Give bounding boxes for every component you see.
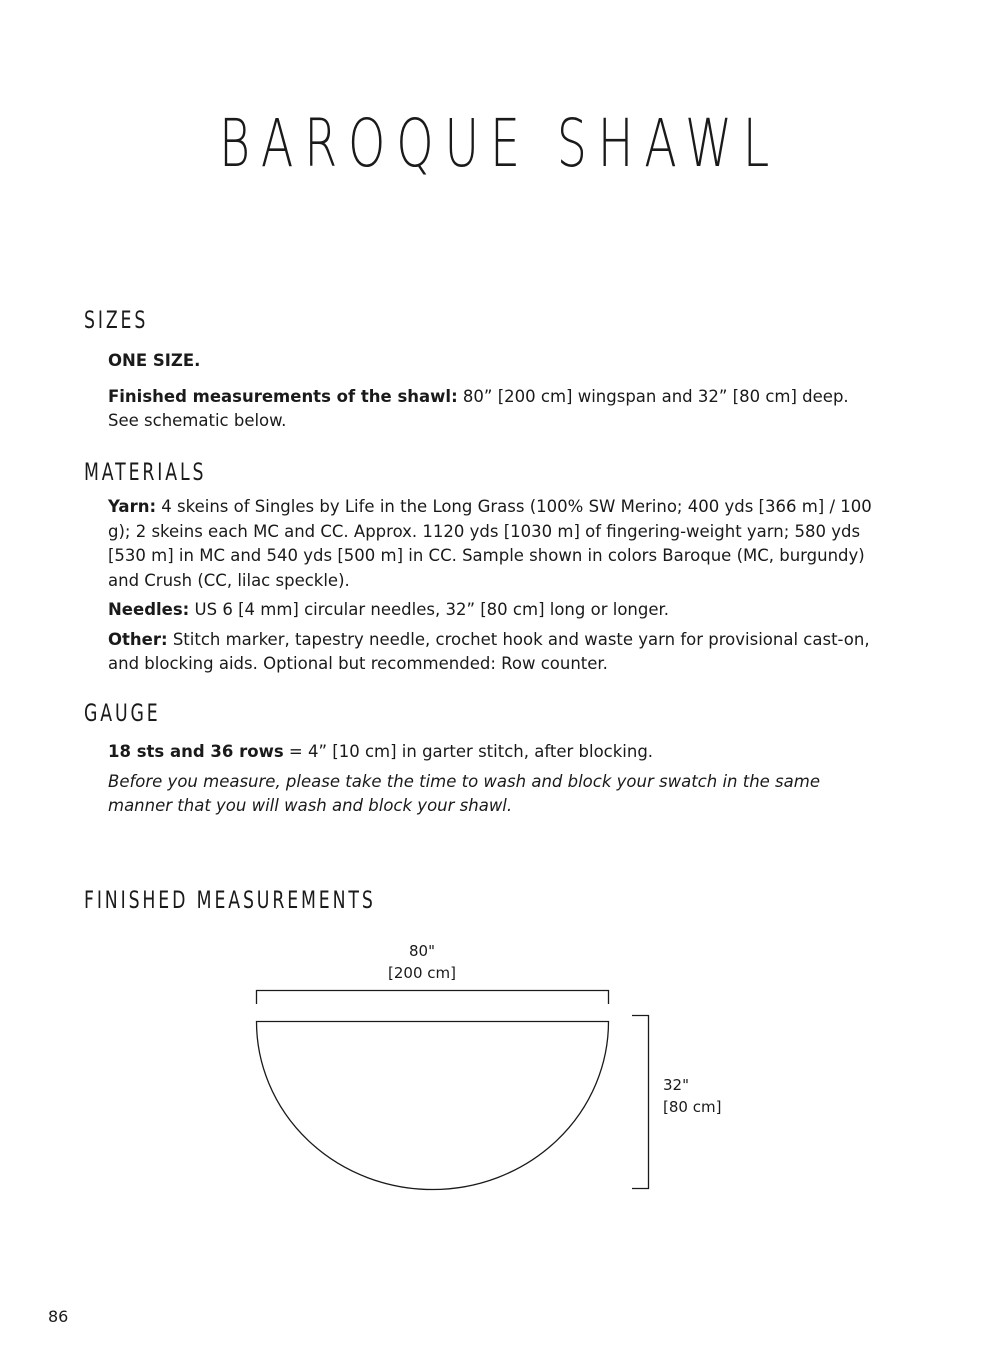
page-title: BAROQUE SHAWL [218,105,781,182]
gauge-note: Before you measure, please take the time to wash and block your swatch in the same manner that you will wash and block your shawl. [108,771,820,815]
one-size-text: ONE SIZE. [108,351,201,370]
yarn-label: Yarn: [108,497,157,516]
yarn-text: 4 skeins of Singles by Life in the Long Grass (100% SW Merino; 400 yds [366 m] / 100 g); 2 skeins each MC and CC. Approx. 1120 yds [1030 m] of fingering-weight yarn; 580 yds [530 m] in MC and 540 yds [500 m] in CC. Sample shown in colors Baroque (MC, burgundy) and Crush (CC, lilac speckle). [108,497,872,590]
gauge-heading: GAUGE [84,699,161,727]
width-centimeters: [200 cm] [388,964,456,982]
needles-label: Needles: [108,600,190,619]
width-inches: 80" [409,942,435,960]
depth-inches: 32" [663,1076,689,1094]
shawl-outline [257,1022,609,1190]
gauge-label: 18 sts and 36 rows [108,742,284,761]
sizes-heading: SIZES [84,306,149,334]
page-number: 86 [48,1307,69,1326]
other-label: Other: [108,629,168,649]
finished-label: Finished measurements of the shawl: [108,386,458,406]
depth-bracket [632,1016,649,1189]
needles-text: US 6 [4 mm] circular needles, 32” [80 cm] long or longer. [189,600,670,619]
gauge-text: = 4” [10 cm] in garter stitch, after blocking. [283,742,654,761]
materials-heading: MATERIALS [84,458,207,486]
other-text: Stitch marker, tapestry needle, crochet hook and waste yarn for provisional cast-on, and blocking aids. Optional but recommended: Row counter. [108,629,870,673]
width-bracket [257,991,609,1005]
finished-measurements-heading: FINISHED MEASUREMENTS [84,886,376,914]
finished-text: 80” [200 cm] wingspan and 32” [80 cm] deep. See schematic below. [108,386,849,430]
depth-centimeters: [80 cm] [663,1098,722,1116]
